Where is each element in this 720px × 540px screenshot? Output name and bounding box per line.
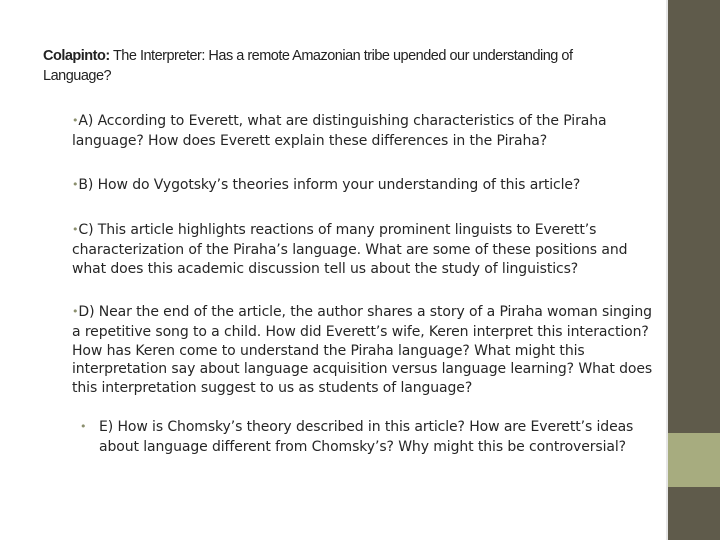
bullet-icon: •	[72, 223, 79, 236]
decorative-sidebar	[668, 0, 720, 540]
question-b	[72, 176, 657, 196]
bullet-icon: •	[80, 420, 87, 433]
sidebar-accent-block	[668, 433, 720, 487]
question-text: B) How do Vygotsky’s theories inform your understanding of this article?	[78, 177, 581, 193]
bullet-icon: •	[72, 178, 79, 191]
bullet-icon: •	[72, 114, 79, 127]
question-text: C) This article highlights reactions of many prominent linguists to Everett’s characterization of the Piraha’s language. What are some of these positions and what does this academic discussion tell us about the study of linguistics?	[72, 222, 628, 277]
question-text: D) Near the end of the article, the author shares a story of a Piraha woman singing a repetitive song to a child. How did Everett’s wife, Keren interpret this interaction? How has Keren come to understand the Piraha language? What might this interpretation say about language acquisition versus language learning? What does this interpretation suggest to us as students of language?	[72, 304, 653, 397]
question-a	[72, 112, 657, 151]
question-e	[80, 418, 669, 457]
question-c	[72, 221, 657, 278]
question-text: A) According to Everett, what are distinguishing characteristics of the Piraha language? How does Everett explain these differences in the Piraha?	[72, 113, 607, 149]
slide-title	[43, 46, 643, 86]
title-text: The Interpreter: Has a remote Amazonian tribe upended our understanding of Language?	[43, 48, 573, 84]
question-text: E) How is Chomsky’s theory described in this article? How are Everett’s ideas about language different from Chomsky’s? Why might this be controversial?	[99, 419, 634, 455]
bullet-icon: •	[72, 305, 79, 318]
title-author: Colapinto:	[43, 48, 110, 64]
question-d	[72, 303, 662, 398]
